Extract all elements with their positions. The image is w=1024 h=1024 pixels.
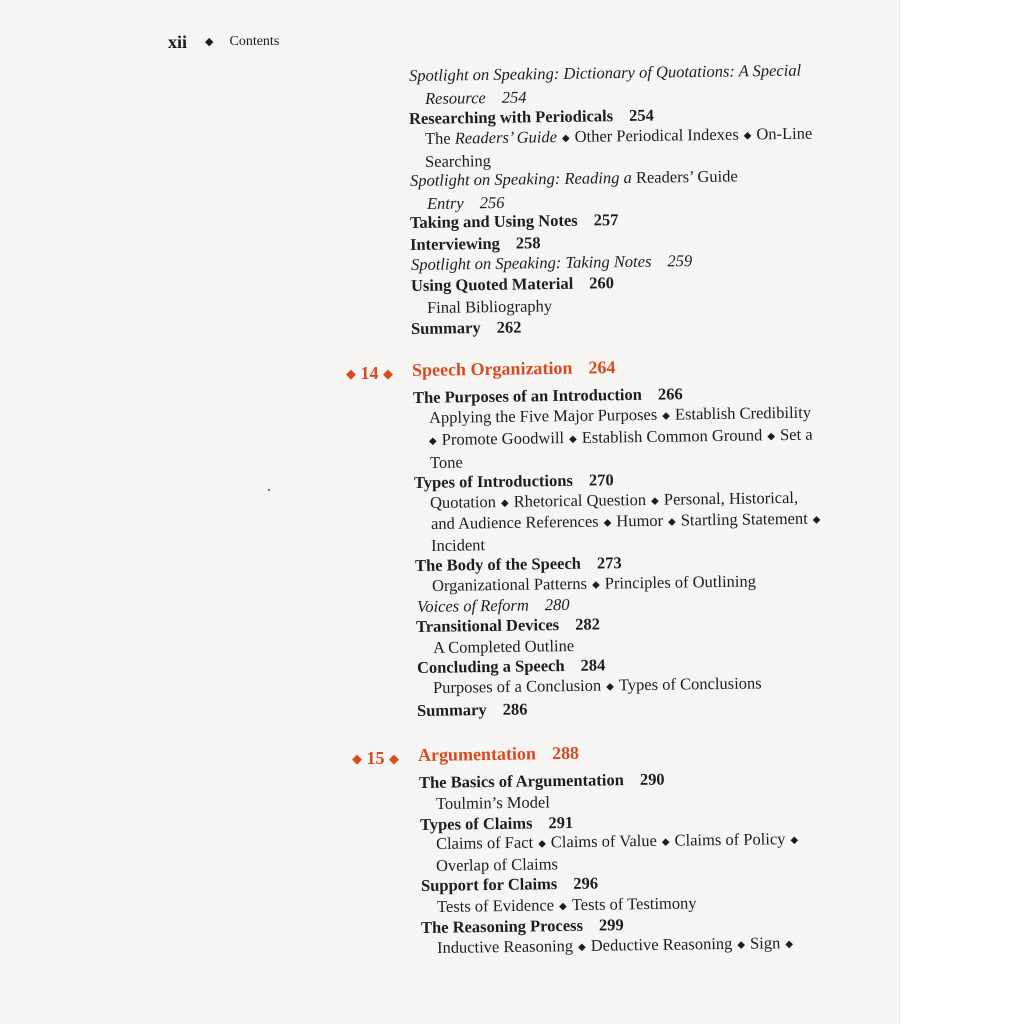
toc-subsection: and Audience References ◆ Humor ◆ Startling Statement ◆ [430,508,821,533]
chapter-number: ◆ 15 ◆ [352,748,399,768]
diamond-icon: ◆ [561,132,570,145]
diamond-icon: ◆ [591,579,600,591]
diamond-icon: ◆ [603,517,612,529]
toc-subsection: Applying the Five Major Purposes ◆ Establish Credibility [428,402,812,427]
toc-section: Support for Claims 296 [420,873,599,895]
toc-subsection: Toulmin’s Model [435,792,551,813]
diamond-icon: ◆ [352,751,362,766]
toc-feature-entry: Voices of Reform 280 [416,594,570,616]
toc-section: Researching with Periodicals 254 [408,105,654,128]
chapter-heading: Speech Organization 264 [411,357,616,380]
toc-subsection: Final Bibliography [426,296,553,317]
diamond-icon: ◆ [812,514,821,526]
diamond-icon: ◆ [737,939,746,951]
toc-section: Using Quoted Material 260 [410,273,615,295]
toc-subsection: Tests of Evidence ◆ Tests of Testimony [436,893,697,916]
diamond-icon: ◆ [346,366,356,381]
toc-subsection: Claims of Fact ◆ Claims of Value ◆ Claims of Policy ◆ [435,829,799,853]
toc-section: The Basics of Argumentation 290 [418,769,665,792]
toc-subsection-cont: Overlap of Claims [435,854,559,875]
chapter-heading: Argumentation 288 [417,742,580,765]
toc-subsection: Organizational Patterns ◆ Principles of Outlining [431,571,757,595]
toc-subsection-cont: Tone [429,452,463,472]
toc-subsection-cont: Incident [430,535,486,555]
toc-spotlight-entry: Spotlight on Speaking: Dictionary of Quotations: A Special [408,60,802,85]
toc-section: The Purposes of an Introduction 266 [412,384,683,407]
running-header [168,32,279,52]
diamond-icon: ◆ [428,435,437,447]
toc-section: The Body of the Speech 273 [414,553,622,575]
diamond-icon: ◆ [668,516,676,528]
diamond-icon: ◆ [558,901,567,913]
toc-section: Interviewing 258 [409,233,541,254]
toc-spotlight-entry: Spotlight on Speaking: Taking Notes 259 [410,251,693,274]
diamond-icon: ◆ [538,838,546,850]
section-label: Contents [229,34,280,49]
toc-subsection-cont: Searching [424,151,492,171]
toc-spotlight-entry: Spotlight on Speaking: Reading a Readers’ Guide [409,166,738,190]
diamond-icon: ◆ [383,366,393,381]
diamond-icon: ◆ [569,433,577,446]
toc-section: Types of Introductions 270 [413,470,614,492]
toc-spotlight-entry-cont: Resource 254 [424,87,527,108]
chapter-number: ◆ 14 ◆ [346,363,393,383]
toc-spotlight-entry-cont: Entry 256 [426,192,505,213]
diamond-icon: ◆ [651,495,659,507]
diamond-icon: ◆ [205,35,214,48]
toc-section: Summary 286 [416,699,528,720]
diamond-icon: ◆ [606,681,614,693]
diamond-icon: ◆ [500,497,509,510]
diamond-icon: ◆ [661,836,670,848]
diamond-icon: ◆ [785,939,794,951]
diamond-icon: ◆ [790,834,799,847]
toc-section: Transitional Devices 282 [415,614,601,636]
toc-section: The Reasoning Process 299 [420,915,624,937]
toc-subsection: ◆ Promote Goodwill ◆ Establish Common Ground ◆ Set a [428,424,813,449]
toc-subsection: The Readers’ Guide ◆ Other Periodical Indexes ◆ On-Line [424,123,813,148]
diamond-icon: ◆ [767,431,776,443]
paper-speck [268,489,270,491]
toc-subsection: Quotation ◆ Rhetorical Question ◆ Personal, Historical, [429,487,799,512]
diamond-icon: ◆ [662,410,671,422]
toc-section: Summary 262 [410,317,522,338]
toc-section: Concluding a Speech 284 [416,655,606,677]
toc-section: Types of Claims 291 [419,812,574,834]
diamond-icon: ◆ [743,130,752,142]
toc-subsection: Purposes of a Conclusion ◆ Types of Conclusions [432,673,762,697]
diamond-icon: ◆ [389,751,399,766]
toc-subsection: A Completed Outline [432,636,575,657]
page-margin [899,0,1024,1024]
diamond-icon: ◆ [578,941,586,954]
page-folio: xii [168,31,188,52]
toc-section: Taking and Using Notes 257 [409,210,619,232]
toc-subsection: Inductive Reasoning ◆ Deductive Reasoning ◆ Sign ◆ [436,933,794,957]
